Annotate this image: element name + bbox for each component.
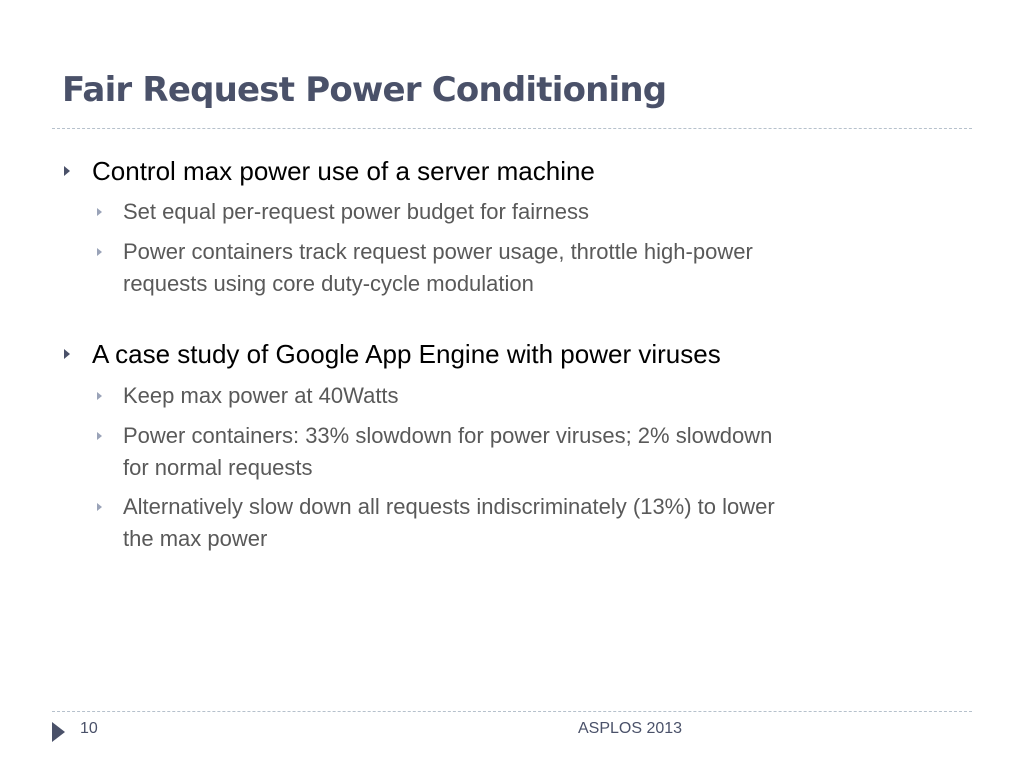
sub-bullet-arrow-icon xyxy=(97,392,102,400)
sub-bullet-item-continuation: the max power xyxy=(123,526,268,551)
bullet-item: Control max power use of a server machine xyxy=(92,156,595,186)
bullet-item: A case study of Google App Engine with power viruses xyxy=(92,339,721,369)
sub-bullet-item: Set equal per-request power budget for fairness xyxy=(123,199,589,224)
sub-bullet-item-continuation: for normal requests xyxy=(123,455,313,480)
sub-bullet-arrow-icon xyxy=(97,503,102,511)
sub-bullet-item: Power containers: 33% slowdown for power viruses; 2% slowdown xyxy=(123,423,773,448)
sub-bullet-item: Alternatively slow down all requests indiscriminately (13%) to lower xyxy=(123,494,775,519)
sub-bullet-arrow-icon xyxy=(97,208,102,216)
sub-bullet-item-continuation: requests using core duty-cycle modulation xyxy=(123,271,534,296)
footer-divider xyxy=(52,711,972,712)
bullet-arrow-icon xyxy=(64,349,70,359)
sub-bullet-arrow-icon xyxy=(97,248,102,256)
sub-bullet-arrow-icon xyxy=(97,432,102,440)
sub-bullet-item: Power containers track request power usage, throttle high-power xyxy=(123,239,753,264)
slide-title: Fair Request Power Conditioning xyxy=(62,70,667,110)
page-number: 10 xyxy=(80,720,98,737)
footer-arrow-icon xyxy=(52,722,65,742)
footer-venue: ASPLOS 2013 xyxy=(578,720,683,737)
sub-bullet-item: Keep max power at 40Watts xyxy=(123,383,399,408)
title-divider xyxy=(52,128,972,129)
bullet-arrow-icon xyxy=(64,166,70,176)
